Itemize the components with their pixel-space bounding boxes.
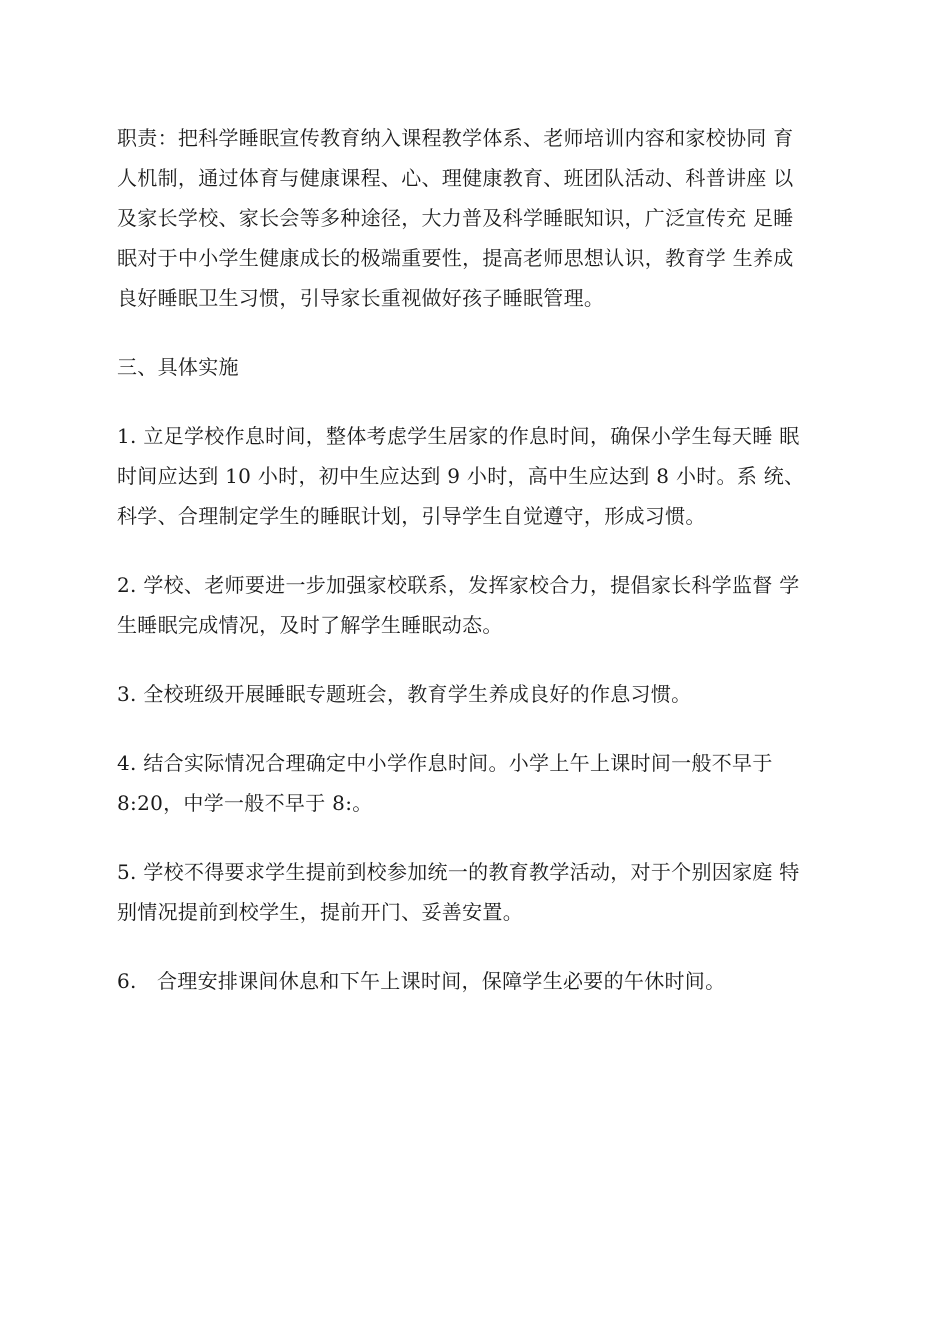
section-heading: 三、具体实施 <box>117 355 239 379</box>
text-line <box>117 961 837 1001</box>
text-line: 科学、合理制定学生的睡眠计划，引导学生自觉遵守，形成习惯。 <box>117 504 706 528</box>
text-line: 时间应达到 10 小时，初中生应达到 9 小时，高中生应达到 8 小时。系 统、 <box>117 464 805 488</box>
list-item-4 <box>117 743 837 823</box>
text-line: 生睡眠完成情况，及时了解学生睡眠动态。 <box>117 613 503 637</box>
text-line: 人机制，通过体育与健康课程、心、理健康教育、班团队活动、科普讲座 以 <box>117 166 794 190</box>
list-item-3 <box>117 674 837 714</box>
text-line: 5. 学校不得要求学生提前到校参加统一的教育教学活动，对于个别因家庭 特 <box>117 860 800 884</box>
item-text: 合理安排课间休息和下午上课时间，保障学生必要的午休时间。 <box>157 969 726 993</box>
document-body <box>117 118 837 1030</box>
text-line: 4. 结合实际情况合理确定中小学作息时间。小学上午上课时间一般不早于 <box>117 751 773 775</box>
text-line: 3. 全校班级开展睡眠专题班会，教育学生养成良好的作息习惯。 <box>117 682 692 706</box>
text-line: 别情况提前到校学生，提前开门、妥善安置。 <box>117 900 523 924</box>
list-item-1 <box>117 416 837 536</box>
text-line: 良好睡眠卫生习惯，引导家长重视做好孩子睡眠管理。 <box>117 286 605 310</box>
text-line: 及家长学校、家长会等多种途径，大力普及科学睡眠知识，广泛宣传充 足睡 <box>117 206 794 230</box>
paragraph-duties <box>117 118 837 318</box>
text-line: 2. 学校、老师要进一步加强家校联系，发挥家校合力，提倡家长科学监督 学 <box>117 573 800 597</box>
text-line: 1. 立足学校作息时间，整体考虑学生居家的作息时间，确保小学生每天睡 眠 <box>117 424 800 448</box>
list-item-2 <box>117 565 837 645</box>
text-line: 8:20，中学一般不早于 8:。 <box>117 791 373 815</box>
text-line: 职责：把科学睡眠宣传教育纳入课程教学体系、老师培训内容和家校协同 育 <box>117 126 794 150</box>
list-item-5 <box>117 852 837 932</box>
list-item-6 <box>117 961 837 1001</box>
text-line: 眠对于中小学生健康成长的极端重要性，提高老师思想认识，教育学 生养成 <box>117 246 794 270</box>
item-number: 6. <box>117 969 137 993</box>
